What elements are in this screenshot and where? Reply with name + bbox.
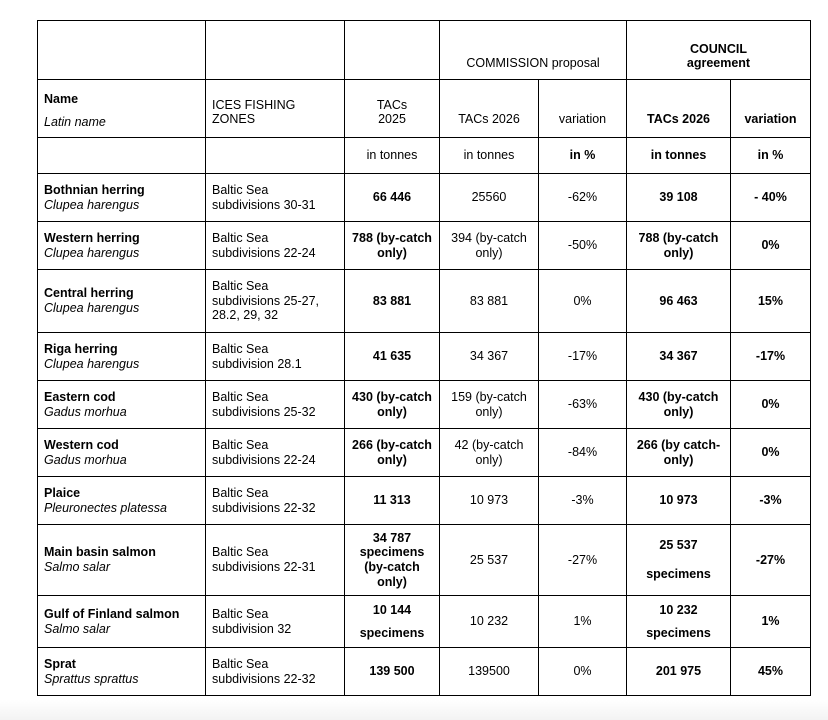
council-tac-2026-cell: 201 975	[627, 648, 731, 696]
commission-variation-cell: -27%	[539, 525, 627, 596]
council-tac-unit: specimens	[646, 567, 711, 581]
zone-sea: Baltic Sea	[212, 230, 269, 245]
zone-sea: Baltic Sea	[212, 485, 269, 500]
species-name: Bothnian herring	[44, 182, 145, 197]
latin-name: Sprattus sprattus	[44, 671, 139, 686]
council-tac-2026-cell: 788 (by-catch only)	[627, 222, 731, 270]
header-row-groups	[38, 21, 811, 80]
zone-cell	[206, 525, 345, 596]
empty-header-cell	[38, 138, 206, 174]
species-name: Riga herring	[44, 341, 118, 356]
table-row	[38, 477, 811, 525]
commission-tac-2026-cell: 159 (by-catch only)	[440, 381, 539, 429]
council-variation-cell: 0%	[731, 429, 811, 477]
species-cell	[38, 222, 206, 270]
council-variation-cell: 0%	[731, 222, 811, 270]
tacs-2025-header	[345, 80, 440, 138]
council-tac-2026-cell: 266 (by catch-only)	[627, 429, 731, 477]
zone-sea: Baltic Sea	[212, 389, 269, 404]
tac-2025-cell: 139 500	[345, 648, 440, 696]
unit-percent: in %	[731, 138, 811, 174]
species-name: Sprat	[44, 656, 76, 671]
latin-name: Salmo salar	[44, 621, 110, 636]
latin-name-label: Latin name	[44, 114, 106, 129]
zone-sea: Baltic Sea	[212, 656, 269, 671]
zone-cell	[206, 596, 345, 648]
commission-tac-2026-cell: 10 232	[440, 596, 539, 648]
tac-table	[37, 20, 811, 696]
table-row	[38, 333, 811, 381]
commission-tac-2026-cell: 83 881	[440, 270, 539, 333]
species-cell	[38, 174, 206, 222]
commission-tac-2026-cell: 394 (by-catch only)	[440, 222, 539, 270]
unit-tonnes: in tonnes	[627, 138, 731, 174]
tac-2025-cell: 34 787 specimens (by-catch only)	[345, 525, 440, 596]
table-row	[38, 429, 811, 477]
species-cell	[38, 381, 206, 429]
council-variation-cell: 15%	[731, 270, 811, 333]
latin-name: Gadus morhua	[44, 452, 127, 467]
zone-sea: Baltic Sea	[212, 182, 269, 197]
table-row	[38, 525, 811, 596]
council-tacs-2026-header: TACs 2026	[627, 80, 731, 138]
species-cell	[38, 333, 206, 381]
latin-name: Salmo salar	[44, 560, 110, 574]
zone-cell	[206, 381, 345, 429]
zone-sea: Baltic Sea	[212, 606, 269, 621]
latin-name: Clupea harengus	[44, 356, 140, 371]
header-row-columns	[38, 80, 811, 138]
zone-subdivision: subdivisions 22-24	[212, 452, 316, 467]
council-variation-cell: -27%	[731, 525, 811, 596]
commission-tac-2026-cell: 34 367	[440, 333, 539, 381]
tac-2025-cell: 66 446	[345, 174, 440, 222]
commission-variation-cell: 1%	[539, 596, 627, 648]
commission-tac-2026-cell: 10 973	[440, 477, 539, 525]
commission-variation-cell: -84%	[539, 429, 627, 477]
tac-2025-cell: 430 (by-catch only)	[345, 381, 440, 429]
table-row	[38, 270, 811, 333]
commission-variation-cell: -3%	[539, 477, 627, 525]
zone-cell	[206, 270, 345, 333]
zone-cell	[206, 174, 345, 222]
tac-2025-cell: 41 635	[345, 333, 440, 381]
council-variation-cell: 0%	[731, 381, 811, 429]
commission-variation-cell: -63%	[539, 381, 627, 429]
zone-subdivision: subdivisions 22-24	[212, 245, 316, 260]
council-variation-cell: 1%	[731, 596, 811, 648]
zones-column-header	[206, 80, 345, 138]
zone-sea: Baltic Sea	[212, 545, 269, 560]
zone-cell	[206, 333, 345, 381]
latin-name: Clupea harengus	[44, 245, 140, 260]
zone-subdivision: subdivisions 25-32	[212, 404, 316, 419]
zone-subdivision: subdivisions 22-32	[212, 671, 316, 686]
tac-2025-value: 10 144	[372, 602, 412, 617]
zone-cell	[206, 222, 345, 270]
species-name: Western herring	[44, 230, 140, 245]
council-tac-value: 10 232	[659, 602, 698, 617]
zone-subdivision: subdivisions 30-31	[212, 197, 316, 212]
empty-header-cell	[206, 21, 345, 80]
zone-subdivision: subdivisions 22-31	[212, 560, 316, 574]
council-tac-2026-cell	[627, 596, 731, 648]
table-row	[38, 174, 811, 222]
species-name: Western cod	[44, 437, 119, 452]
council-tac-2026-cell: 34 367	[627, 333, 731, 381]
council-variation-header: variation	[731, 80, 811, 138]
header-row-units	[38, 138, 811, 174]
commission-variation-cell: -50%	[539, 222, 627, 270]
zone-subdivision: subdivisions 25-27, 28.2, 29, 32	[212, 293, 320, 323]
species-cell	[38, 596, 206, 648]
council-tac-2026-cell	[627, 525, 731, 596]
empty-header-cell	[206, 138, 345, 174]
zone-cell	[206, 477, 345, 525]
council-tac-value: 25 537	[659, 538, 698, 553]
zones-label: ICES FISHING ZONES	[212, 97, 296, 127]
council-agreement-label: COUNCIL agreement	[686, 41, 751, 71]
council-tac-2026-cell: 430 (by-catch only)	[627, 381, 731, 429]
council-variation-cell: - 40%	[731, 174, 811, 222]
tac-2025-cell: 11 313	[345, 477, 440, 525]
council-tac-unit: specimens	[646, 625, 711, 640]
commission-proposal-header: COMMISSION proposal	[440, 21, 627, 80]
species-cell	[38, 648, 206, 696]
tac-2025-cell	[345, 596, 440, 648]
name-column-header	[38, 80, 206, 138]
zone-cell	[206, 648, 345, 696]
council-variation-cell: -3%	[731, 477, 811, 525]
latin-name: Clupea harengus	[44, 197, 140, 212]
species-name: Main basin salmon	[44, 545, 156, 560]
zone-sea: Baltic Sea	[212, 437, 269, 452]
empty-header-cell	[38, 21, 206, 80]
table-row	[38, 648, 811, 696]
tac-2025-cell: 266 (by-catch only)	[345, 429, 440, 477]
commission-variation-cell: -17%	[539, 333, 627, 381]
species-cell	[38, 477, 206, 525]
commission-variation-cell: -62%	[539, 174, 627, 222]
unit-tonnes: in tonnes	[440, 138, 539, 174]
commission-variation-cell: 0%	[539, 270, 627, 333]
species-cell	[38, 429, 206, 477]
latin-name: Gadus morhua	[44, 404, 127, 419]
zone-subdivision: subdivision 28.1	[212, 356, 302, 371]
commission-variation-header: variation	[539, 80, 627, 138]
latin-name: Clupea harengus	[44, 301, 140, 315]
council-variation-cell: -17%	[731, 333, 811, 381]
table-row	[38, 596, 811, 648]
latin-name: Pleuronectes platessa	[44, 500, 167, 515]
tac-2025-unit: specimens	[359, 625, 425, 640]
commission-variation-cell: 0%	[539, 648, 627, 696]
species-cell	[38, 270, 206, 333]
species-name: Gulf of Finland salmon	[44, 606, 180, 621]
zone-subdivision: subdivision 32	[212, 621, 292, 636]
unit-percent: in %	[539, 138, 627, 174]
council-agreement-header	[627, 21, 811, 80]
commission-tac-2026-cell: 25 537	[440, 525, 539, 596]
species-cell	[38, 525, 206, 596]
zone-cell	[206, 429, 345, 477]
council-tac-2026-cell: 39 108	[627, 174, 731, 222]
zone-sea: Baltic Sea	[212, 278, 269, 293]
table-row	[38, 222, 811, 270]
species-name: Central herring	[44, 286, 134, 301]
commission-tac-2026-cell: 42 (by-catch only)	[440, 429, 539, 477]
council-tac-2026-cell: 10 973	[627, 477, 731, 525]
council-tac-2026-cell: 96 463	[627, 270, 731, 333]
commission-tac-2026-cell: 139500	[440, 648, 539, 696]
tac-2025-cell: 83 881	[345, 270, 440, 333]
species-name: Plaice	[44, 485, 81, 500]
page-bottom-edge	[0, 700, 828, 720]
unit-tonnes: in tonnes	[345, 138, 440, 174]
tacs-2025-label: TACs 2025	[376, 97, 408, 127]
tac-2025-cell: 788 (by-catch only)	[345, 222, 440, 270]
zone-subdivision: subdivisions 22-32	[212, 500, 316, 515]
commission-tac-2026-cell: 25560	[440, 174, 539, 222]
empty-header-cell	[345, 21, 440, 80]
commission-tacs-2026-header: TACs 2026	[440, 80, 539, 138]
species-name: Eastern cod	[44, 389, 116, 404]
name-label: Name	[44, 92, 79, 106]
council-variation-cell: 45%	[731, 648, 811, 696]
table-row	[38, 381, 811, 429]
zone-sea: Baltic Sea	[212, 341, 269, 356]
